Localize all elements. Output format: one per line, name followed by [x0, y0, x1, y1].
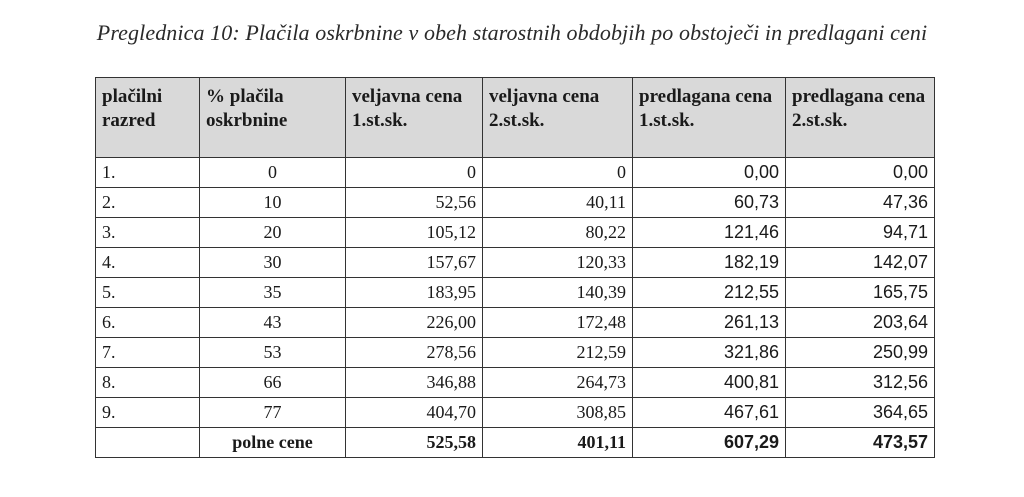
header-cell: predlagana cena 1.st.sk. [633, 78, 786, 158]
table-cell: 40,11 [483, 188, 633, 218]
table-cell: 142,07 [786, 248, 935, 278]
total-cell: 607,29 [633, 428, 786, 458]
table-cell: 20 [200, 218, 346, 248]
table-cell: 0 [483, 158, 633, 188]
table-cell: 121,46 [633, 218, 786, 248]
table-row [96, 188, 935, 218]
table-row [96, 278, 935, 308]
table-row [96, 368, 935, 398]
table-cell: 3. [96, 218, 200, 248]
table-cell: 312,56 [786, 368, 935, 398]
table-cell: 105,12 [346, 218, 483, 248]
table-cell: 52,56 [346, 188, 483, 218]
total-cell: 525,58 [346, 428, 483, 458]
header-row [96, 78, 935, 158]
total-cell: polne cene [200, 428, 346, 458]
table-cell: 0,00 [786, 158, 935, 188]
table-cell: 346,88 [346, 368, 483, 398]
table-cell: 364,65 [786, 398, 935, 428]
table-row [96, 308, 935, 338]
table-cell: 53 [200, 338, 346, 368]
table-cell: 120,33 [483, 248, 633, 278]
table-cell: 308,85 [483, 398, 633, 428]
header-cell: % plačila oskrbnine [200, 78, 346, 158]
table-caption: Preglednica 10: Plačila oskrbnine v obeh starostnih obdobjih po obstoječi in predlagani ceni [96, 20, 928, 45]
table-cell: 467,61 [633, 398, 786, 428]
table-cell: 8. [96, 368, 200, 398]
table-cell: 6. [96, 308, 200, 338]
table-row [96, 338, 935, 368]
table-cell: 183,95 [346, 278, 483, 308]
table-cell: 10 [200, 188, 346, 218]
table-cell: 77 [200, 398, 346, 428]
table-row [96, 398, 935, 428]
table-cell: 4. [96, 248, 200, 278]
total-cell [96, 428, 200, 458]
table-cell: 2. [96, 188, 200, 218]
table-cell: 7. [96, 338, 200, 368]
table-cell: 278,56 [346, 338, 483, 368]
table-cell: 404,70 [346, 398, 483, 428]
table-cell: 182,19 [633, 248, 786, 278]
table-row [96, 218, 935, 248]
table-cell: 264,73 [483, 368, 633, 398]
total-row [96, 428, 935, 458]
table-cell: 0,00 [633, 158, 786, 188]
table-cell: 5. [96, 278, 200, 308]
table-cell: 0 [200, 158, 346, 188]
table-cell: 212,55 [633, 278, 786, 308]
table-cell: 226,00 [346, 308, 483, 338]
table-cell: 60,73 [633, 188, 786, 218]
table-cell: 30 [200, 248, 346, 278]
table-cell: 35 [200, 278, 346, 308]
table-cell: 9. [96, 398, 200, 428]
table-cell: 140,39 [483, 278, 633, 308]
table-cell: 172,48 [483, 308, 633, 338]
table-cell: 250,99 [786, 338, 935, 368]
table-row [96, 158, 935, 188]
table-cell: 94,71 [786, 218, 935, 248]
payment-table [95, 77, 935, 458]
table-cell: 203,64 [786, 308, 935, 338]
header-cell: veljavna cena 1.st.sk. [346, 78, 483, 158]
table-cell: 261,13 [633, 308, 786, 338]
table-cell: 47,36 [786, 188, 935, 218]
header-cell: plačilni razred [96, 78, 200, 158]
table-cell: 0 [346, 158, 483, 188]
table-cell: 212,59 [483, 338, 633, 368]
table-row [96, 248, 935, 278]
total-cell: 473,57 [786, 428, 935, 458]
table-cell: 43 [200, 308, 346, 338]
table-cell: 321,86 [633, 338, 786, 368]
header-cell: predlagana cena 2.st.sk. [786, 78, 935, 158]
table-cell: 400,81 [633, 368, 786, 398]
table-cell: 157,67 [346, 248, 483, 278]
total-cell: 401,11 [483, 428, 633, 458]
table-cell: 66 [200, 368, 346, 398]
table-cell: 80,22 [483, 218, 633, 248]
table-cell: 165,75 [786, 278, 935, 308]
header-cell: veljavna cena 2.st.sk. [483, 78, 633, 158]
table-cell: 1. [96, 158, 200, 188]
